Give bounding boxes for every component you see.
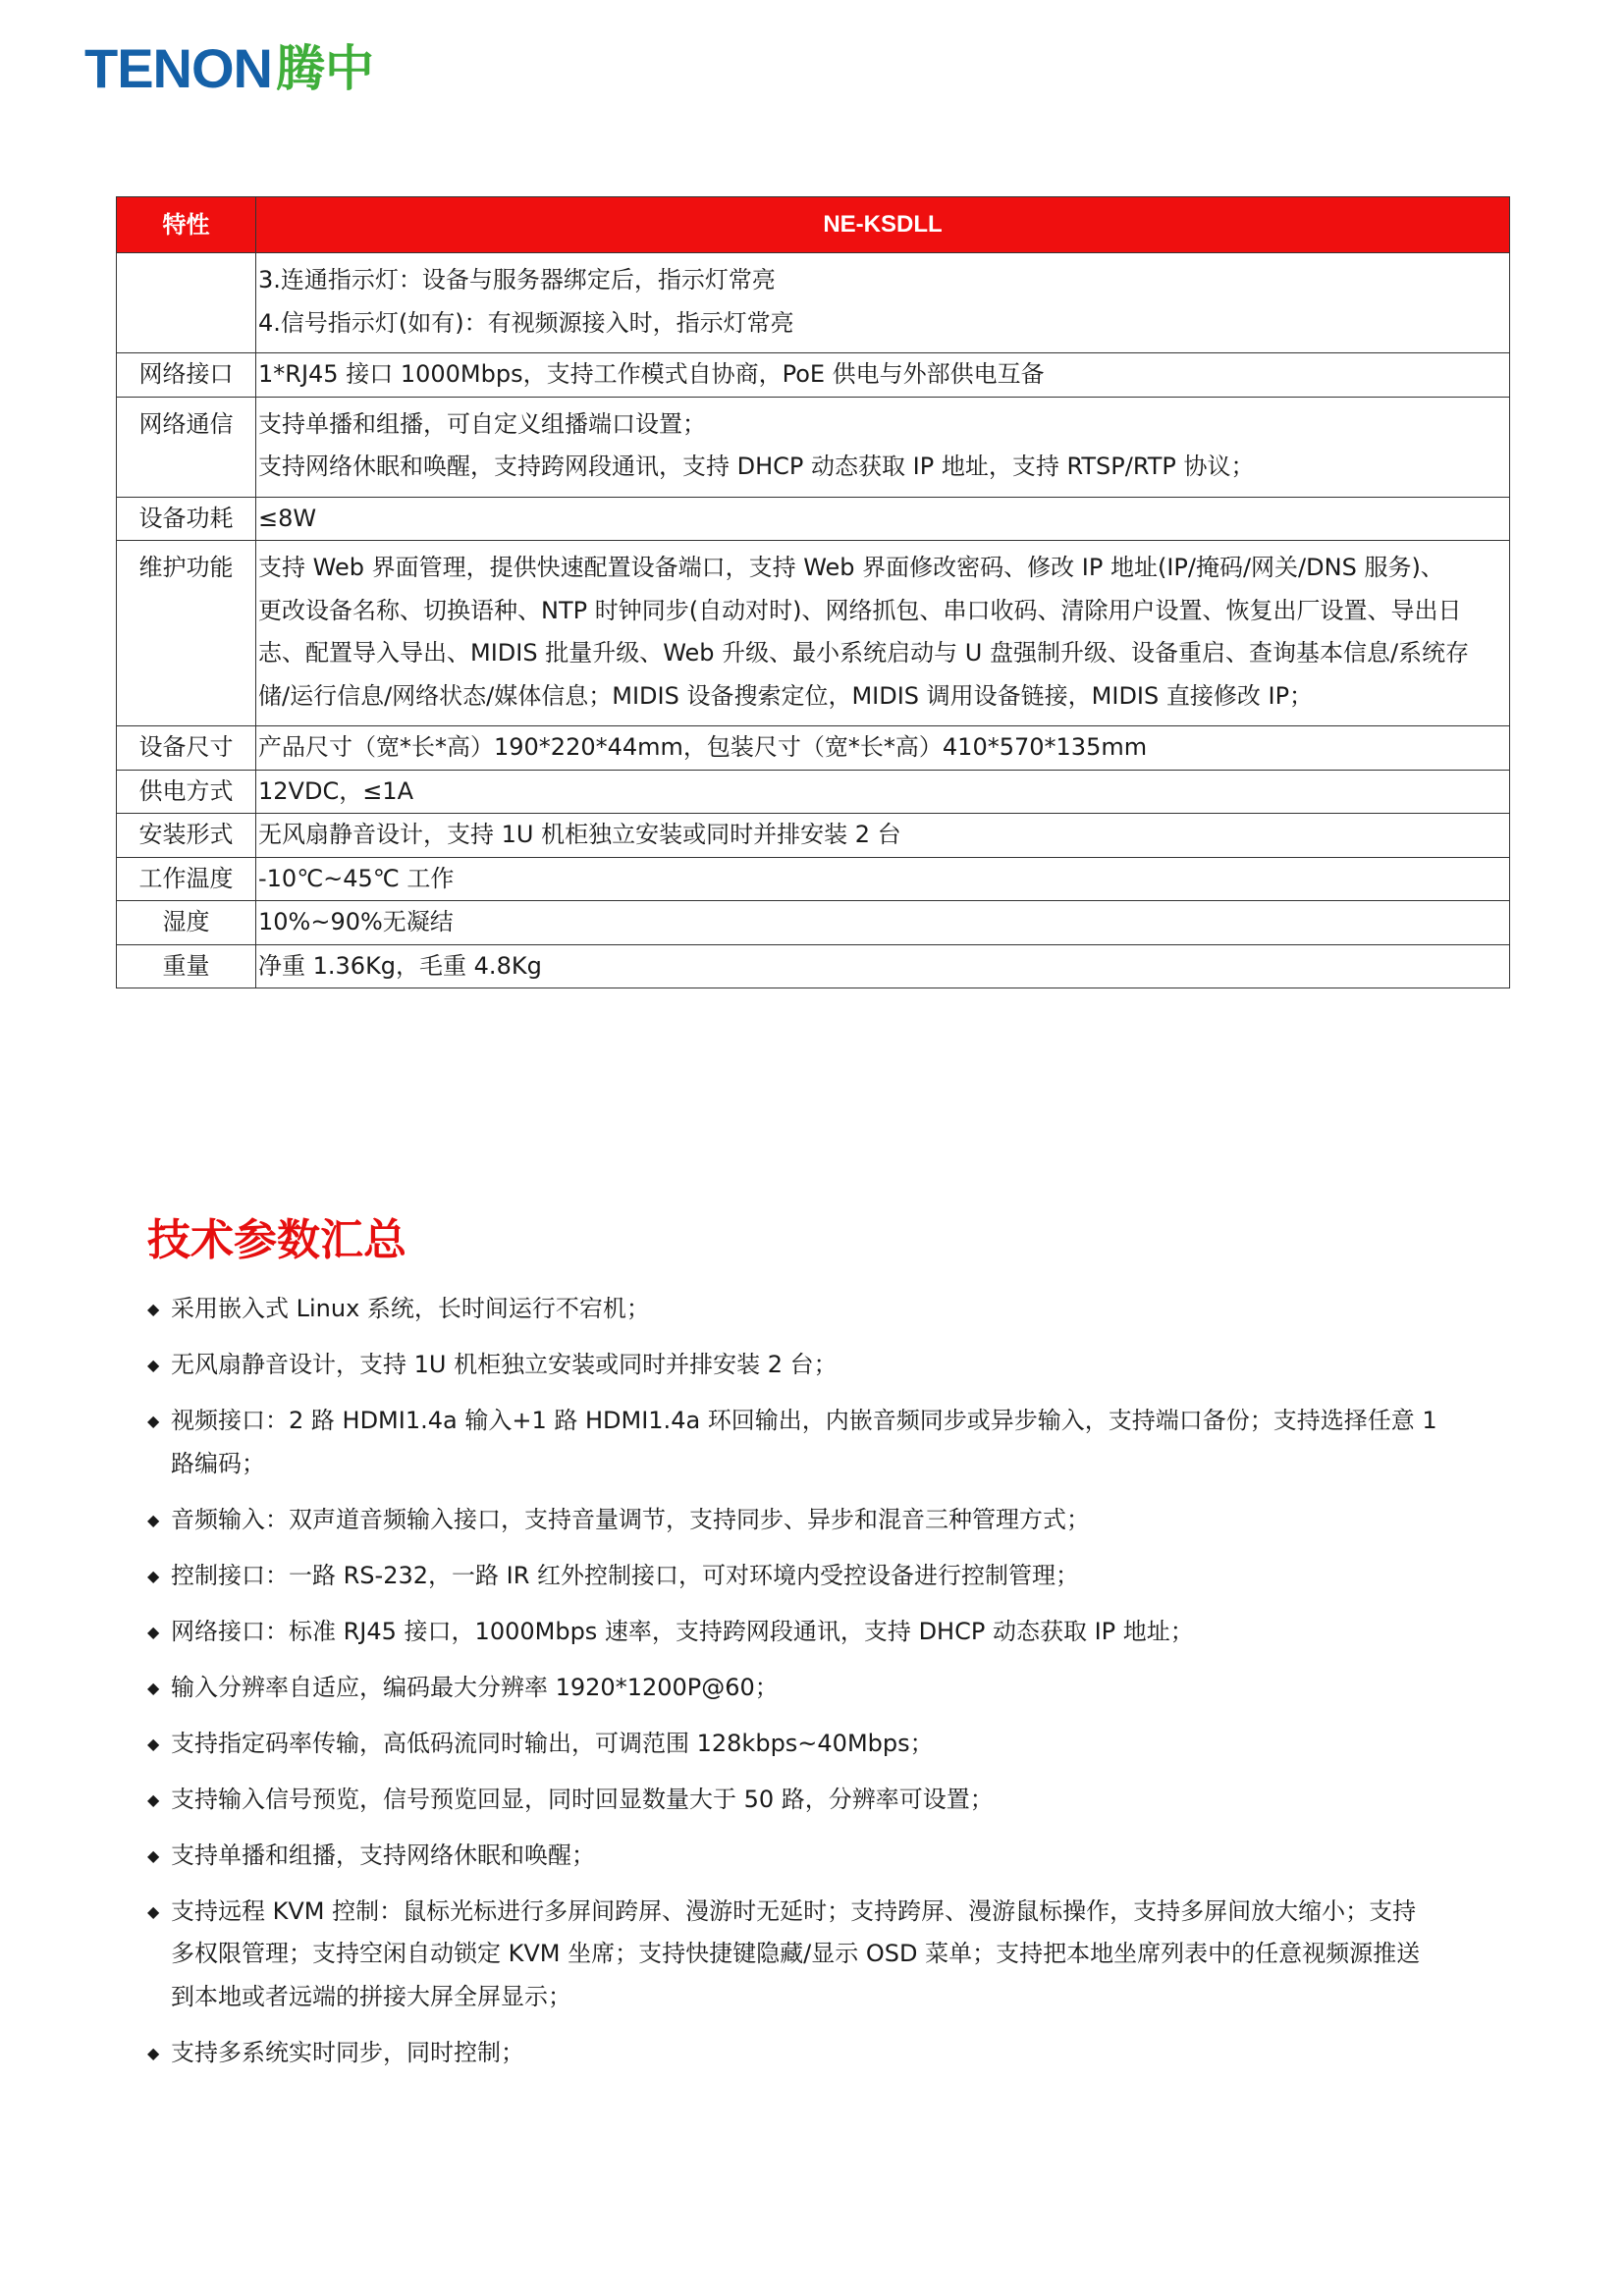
- list-item-line: 到本地或者远端的拼接大屏全屏显示；: [171, 1982, 571, 2010]
- spec-key: 维护功能: [117, 541, 256, 726]
- spec-value-line: 志、配置导入导出、MIDIS 批量升级、Web 升级、最小系统启动与 U 盘强制升级、设备重启、查询基本信息/系统存: [258, 639, 1470, 667]
- bullet-diamond-icon: ◆: [147, 1356, 160, 1374]
- list-item: [145, 1891, 1481, 2019]
- bullet-diamond-icon: ◆: [147, 1845, 160, 1865]
- spec-row: [117, 253, 1510, 353]
- spec-table: [116, 196, 1510, 988]
- spec-row: [117, 901, 1510, 945]
- spec-value: [256, 726, 1510, 771]
- spec-value: [256, 857, 1510, 901]
- list-item: [145, 1555, 1481, 1598]
- bullet-diamond-icon: ◆: [147, 1566, 160, 1585]
- list-item-line: 支持远程 KVM 控制：鼠标光标进行多屏间跨屏、漫游时无延时；支持跨屏、漫游鼠标操作，支持多屏间放大缩小；支持: [171, 1896, 1417, 1925]
- spec-value-line: 12VDC，≤1A: [258, 776, 413, 805]
- bullet-diamond-icon: ◆: [147, 1901, 160, 1921]
- spec-table-header: [117, 197, 1510, 253]
- logo-text-en: TENON: [84, 37, 272, 99]
- spec-value-line: 储/运行信息/网络状态/媒体信息；MIDIS 设备搜索定位，MIDIS 调用设备链接，MIDIS 直接修改 IP；: [258, 681, 1314, 710]
- spec-key: 设备功耗: [117, 497, 256, 541]
- spec-key: [117, 253, 256, 353]
- spec-value: [256, 397, 1510, 497]
- bullet-diamond-icon: ◆: [147, 1622, 160, 1641]
- list-item: [145, 2032, 1481, 2075]
- bullet-diamond-icon: ◆: [147, 1789, 160, 1809]
- spec-key: 重量: [117, 944, 256, 988]
- list-item: [145, 1667, 1481, 1710]
- bullet-diamond-icon: ◆: [147, 1678, 160, 1697]
- list-item: [145, 1400, 1481, 1485]
- bullet-diamond-icon: ◆: [147, 1510, 160, 1529]
- spec-value-line: 1*RJ45 接口 1000Mbps，支持工作模式自协商，PoE 供电与外部供电互备: [258, 360, 1045, 388]
- spec-key: 供电方式: [117, 770, 256, 814]
- spec-key: 网络接口: [117, 353, 256, 398]
- list-item-line: 支持输入信号预览，信号预览回显，同时回显数量大于 50 路，分辨率可设置；: [171, 1785, 994, 1813]
- bullet-diamond-icon: ◆: [147, 1412, 160, 1430]
- feature-list: [145, 1288, 1481, 2088]
- bullet-diamond-icon: ◆: [147, 1734, 160, 1753]
- spec-value: [256, 353, 1510, 398]
- spec-key: 网络通信: [117, 397, 256, 497]
- list-item: [145, 1288, 1481, 1331]
- spec-key: 工作温度: [117, 857, 256, 901]
- list-item-line: 多权限管理；支持空闲自动锁定 KVM 坐席；支持快捷键隐藏/显示 OSD 菜单；支持把本地坐席列表中的任意视频源推送: [171, 1940, 1421, 1967]
- spec-row: [117, 857, 1510, 901]
- spec-value: [256, 770, 1510, 814]
- list-item: [145, 1723, 1481, 1766]
- spec-table-body: [117, 253, 1510, 988]
- spec-key: 设备尺寸: [117, 726, 256, 771]
- spec-value-line: 支持 Web 界面管理，提供快速配置设备端口，支持 Web 界面修改密码、修改 IP 地址(IP/掩码/网关/DNS 服务)、: [258, 554, 1444, 581]
- bullet-diamond-icon: ◆: [147, 1300, 160, 1318]
- spec-value: [256, 253, 1510, 353]
- spec-row: [117, 770, 1510, 814]
- list-item-line: 路编码；: [171, 1449, 265, 1477]
- spec-row: [117, 397, 1510, 497]
- spec-value-line: 无风扇静音设计，支持 1U 机柜独立安装或同时并排安装 2 台: [258, 821, 901, 848]
- spec-value: [256, 944, 1510, 988]
- spec-key: 湿度: [117, 901, 256, 945]
- list-item: [145, 1499, 1481, 1542]
- spec-value-line: 净重 1.36Kg，毛重 4.8Kg: [258, 951, 542, 980]
- logo-text-cn: 腾中: [276, 40, 374, 97]
- list-item-line: 音频输入：双声道音频输入接口，支持音量调节，支持同步、异步和混音三种管理方式；: [171, 1505, 1090, 1533]
- spec-value-line: 4.信号指示灯(如有)：有视频源接入时，指示灯常亮: [258, 308, 794, 337]
- spec-row: [117, 541, 1510, 726]
- list-item-line: 控制接口：一路 RS-232，一路 IR 红外控制接口，可对环境内受控设备进行控制管理；: [171, 1561, 1080, 1589]
- spec-row: [117, 814, 1510, 858]
- spec-value-line: 产品尺寸（宽*长*高）190*220*44mm，包装尺寸（宽*长*高）410*570*135mm: [258, 733, 1148, 761]
- spec-value: [256, 901, 1510, 945]
- spec-value-line: ≤8W: [258, 504, 317, 532]
- list-item: [145, 1779, 1481, 1822]
- spec-value-line: 更改设备名称、切换语种、NTP 时钟同步(自动对时)、网络抓包、串口收码、清除用户设置、恢复出厂设置、导出日: [258, 596, 1462, 624]
- spec-value-line: 支持单播和组播，可自定义组播端口设置；: [258, 409, 706, 438]
- list-item-line: 支持指定码率传输，高低码流同时输出，可调范围 128kbps~40Mbps；: [171, 1729, 934, 1757]
- spec-value: [256, 814, 1510, 858]
- list-item-line: 视频接口：2 路 HDMI1.4a 输入+1 路 HDMI1.4a 环回输出，内嵌音频同步或异步输入，支持端口备份；支持选择任意 1: [171, 1407, 1437, 1434]
- list-item-line: 网络接口：标准 RJ45 接口，1000Mbps 速率，支持跨网段通讯，支持 DHCP 动态获取 IP 地址；: [171, 1617, 1194, 1645]
- spec-value: [256, 541, 1510, 726]
- list-item: [145, 1835, 1481, 1878]
- brand-logo: [84, 39, 374, 98]
- list-item-line: 输入分辨率自适应，编码最大分辨率 1920*1200P@60；: [171, 1673, 779, 1701]
- header-feature: 特性: [117, 197, 256, 253]
- spec-row: [117, 353, 1510, 398]
- spec-value-line: 10%~90%无凝结: [258, 908, 454, 935]
- header-model: NE-KSDLL: [256, 197, 1510, 253]
- spec-row: [117, 497, 1510, 541]
- list-item-line: 无风扇静音设计，支持 1U 机柜独立安装或同时并排安装 2 台；: [171, 1351, 838, 1378]
- spec-value-line: 支持网络休眠和唤醒，支持跨网段通讯，支持 DHCP 动态获取 IP 地址，支持 RTSP/RTP 协议；: [258, 453, 1255, 480]
- spec-row: [117, 944, 1510, 988]
- list-item: [145, 1611, 1481, 1654]
- spec-key: 安装形式: [117, 814, 256, 858]
- list-item-line: 支持单播和组播，支持网络休眠和唤醒；: [171, 1841, 595, 1869]
- spec-value: [256, 497, 1510, 541]
- spec-value-line: -10℃~45℃ 工作: [258, 864, 455, 892]
- spec-value-line: 3.连通指示灯：设备与服务器绑定后，指示灯常亮: [258, 266, 776, 294]
- list-item-line: 支持多系统实时同步，同时控制；: [171, 2038, 524, 2066]
- list-item: [145, 1344, 1481, 1387]
- section-title: 技术参数汇总: [147, 1215, 406, 1265]
- bullet-diamond-icon: ◆: [147, 2043, 160, 2062]
- list-item-line: 采用嵌入式 Linux 系统，长时间运行不宕机；: [171, 1295, 650, 1322]
- spec-row: [117, 726, 1510, 771]
